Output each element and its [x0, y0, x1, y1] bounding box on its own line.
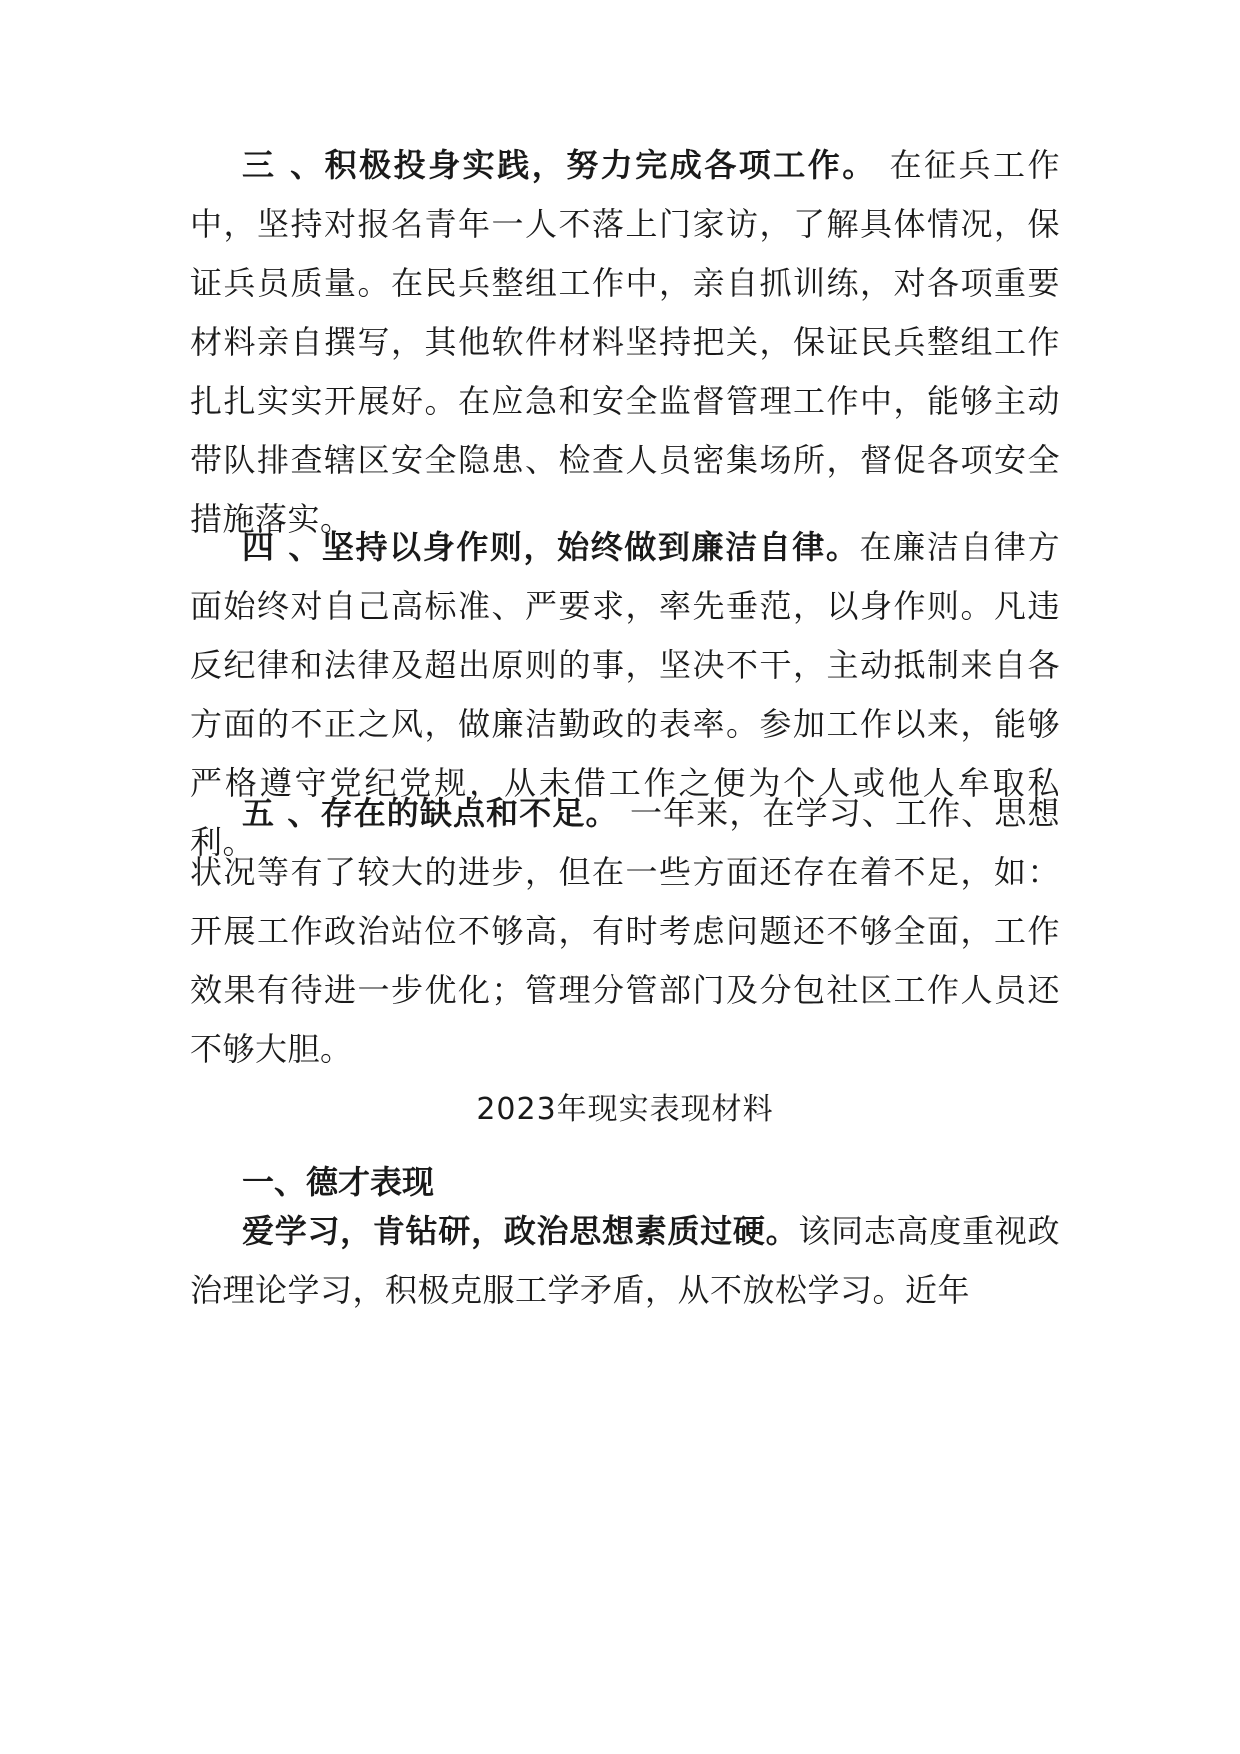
section-heading: 一、德才表现: [242, 1163, 435, 1201]
paragraph-study: [190, 1202, 1060, 1320]
paragraph-body: 在廉洁自律方面始终对自己高标准、严要求，率先垂范，以身作则。凡违反纪律和法律及超出原则的事，坚决不干，主动抵制来自各方面的不正之风，做廉洁勤政的表率。参加工作以来，能够严格遵守党纪党规，从未借工作之便为个人或他人牟取私利。: [190, 528, 1060, 861]
paragraph-practice: [190, 136, 1060, 549]
document-title: 2023年现实表现材料: [476, 1092, 774, 1127]
paragraph-body: 该同志高度重视政治理论学习，积极克服工学矛盾，从不放松学习。近年: [190, 1212, 1060, 1309]
paragraph-heading: 爱学习，肯钻研，政治思想素质过硬。: [242, 1212, 799, 1250]
paragraph-heading: 三 、积极投身实践，努力完成各项工作。: [242, 146, 877, 184]
paragraph-body: 一年来，在学习、工作、思想状况等有了较大的进步，但在一些方面还存在着不足，如：开展工作政治站位不够高，有时考虑问题还不够全面，工作效果有待进一步优化；管理分管部门及分包社区工作人员还不够大胆。: [190, 794, 1060, 1068]
paragraph-body: 在征兵工作中，坚持对报名青年一人不落上门家访，了解具体情况，保证兵员质量。在民兵整组工作中，亲自抓训练，对各项重要材料亲自撰写，其他软件材料坚持把关，保证民兵整组工作扎扎实实开展好。在应急和安全监督管理工作中，能够主动带队排查辖区安全隐患、检查人员密集场所，督促各项安全措施落实。: [190, 146, 1060, 538]
paragraph-heading: 四 、坚持以身作则，始终做到廉洁自律。: [242, 528, 860, 566]
paragraph-heading: 五 、存在的缺点和不足。: [242, 794, 619, 832]
paragraph-shortcomings: [190, 784, 1060, 1079]
